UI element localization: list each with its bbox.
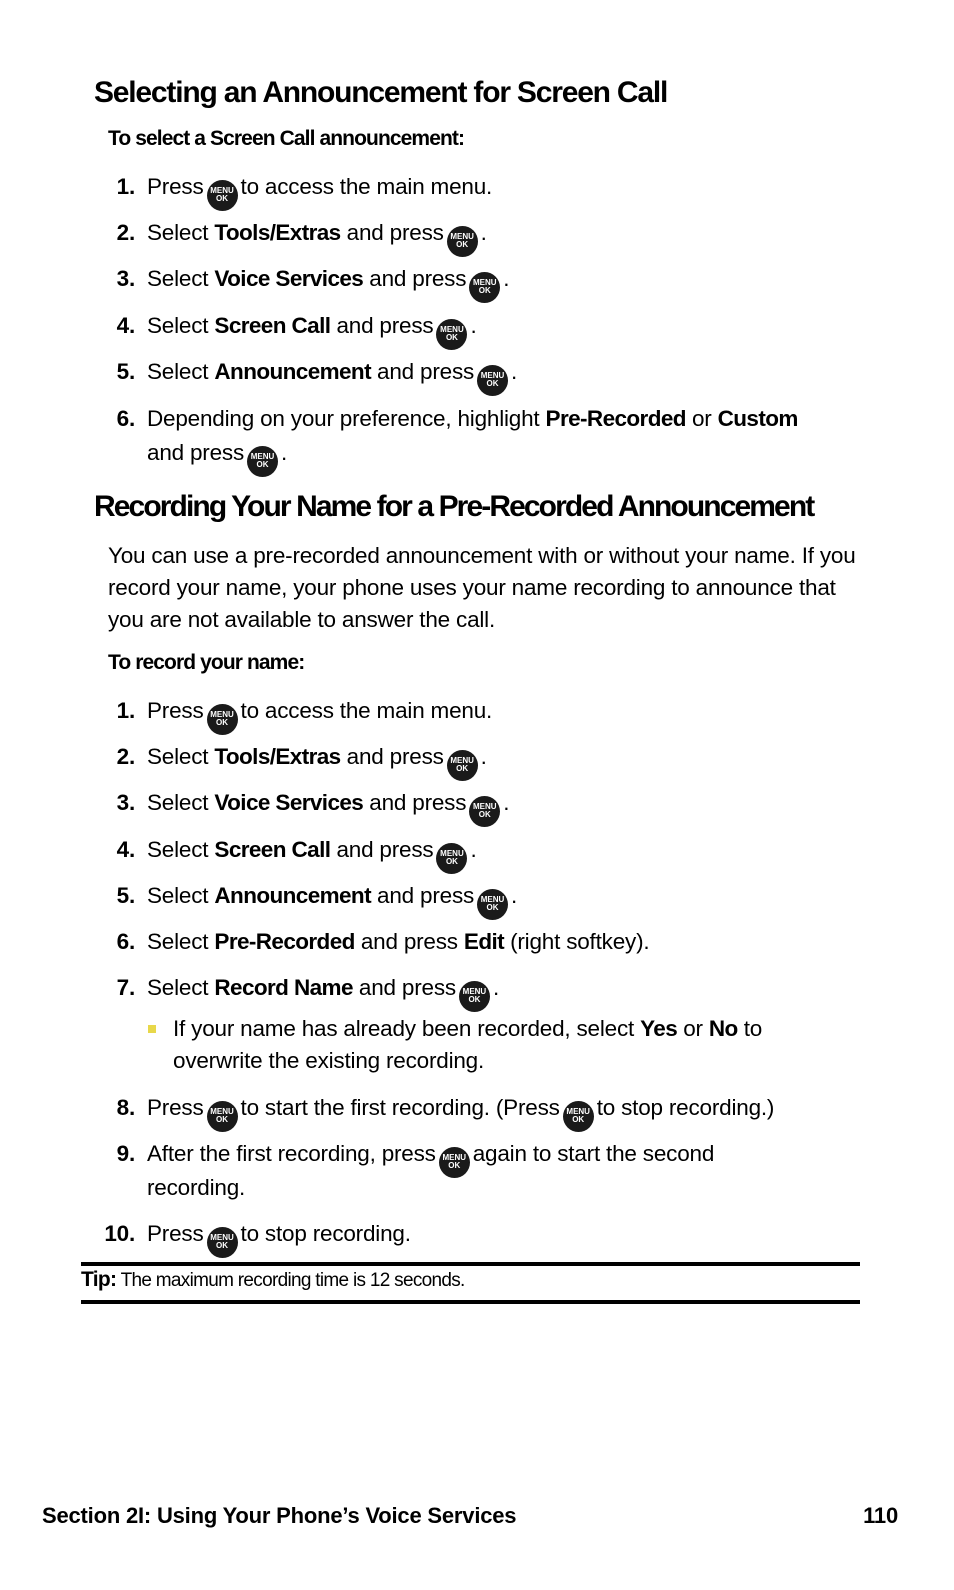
step: [80, 879, 860, 913]
menu-option: Tools/Extras: [214, 220, 341, 245]
menu-option: Screen Call: [214, 313, 331, 338]
step-text: and press: [377, 883, 475, 908]
intro-paragraph: You can use a pre-recorded announcement with or without your name. If you record your name, your phone uses your name recording to announce that you are not available to answer the call.: [108, 543, 856, 632]
footer-section: Section 2I: Using Your Phone’s Voice Services: [42, 1503, 517, 1528]
menu-option: Voice Services: [214, 790, 364, 815]
step-text: to stop recording.): [596, 1095, 775, 1120]
step-number: 3.: [116, 266, 135, 291]
menu-ok-key-icon: MENU OK: [447, 750, 478, 781]
step-text: and press: [336, 837, 434, 862]
tip: [81, 1268, 465, 1292]
step-text: and press: [358, 975, 456, 1000]
menu-option: Pre-Recorded: [214, 929, 355, 954]
step-number: 1.: [116, 698, 135, 723]
step-text: and press: [360, 929, 458, 954]
step-text: (right softkey).: [510, 929, 650, 954]
step-text: .: [480, 744, 487, 769]
section-title: Selecting an Announcement for Screen Call: [94, 76, 668, 109]
step-number: 5.: [116, 359, 135, 384]
subheading: To record your name:: [108, 651, 305, 674]
step-number: 7.: [116, 975, 135, 1000]
step-text: Select: [147, 313, 209, 338]
step-text: and press: [346, 744, 444, 769]
step-number: 1.: [116, 174, 135, 199]
step: [80, 786, 860, 820]
tip-label: Tip:: [81, 1268, 117, 1291]
step: [80, 1137, 860, 1205]
step-text: or: [691, 406, 712, 431]
step-number: 5.: [116, 883, 135, 908]
step: [80, 262, 860, 296]
step: [80, 402, 860, 470]
step-text: .: [503, 266, 510, 291]
step: [80, 1091, 860, 1125]
step-text: Select: [147, 975, 209, 1000]
step-text: and press: [336, 313, 434, 338]
menu-option: Screen Call: [214, 837, 331, 862]
step: [80, 694, 860, 728]
menu-ok-key-icon: MENU OK: [563, 1101, 594, 1132]
tip-text: The maximum recording time is 12 seconds.: [120, 1270, 465, 1291]
step-text: and press: [377, 359, 475, 384]
step-text: .: [503, 790, 510, 815]
menu-ok-key-icon: MENU OK: [459, 981, 490, 1012]
step-text: .: [480, 220, 487, 245]
tip-top-rule: [81, 1262, 860, 1266]
step: [80, 971, 860, 1005]
step-text: to start the first recording. (Press: [240, 1095, 560, 1120]
step-text: After the first recording, press: [147, 1141, 436, 1166]
menu-ok-key-icon: MENU OK: [469, 272, 500, 303]
step-text: to access the main menu.: [240, 698, 493, 723]
step-text: Press: [147, 1221, 204, 1246]
step-text: Select: [147, 837, 209, 862]
menu-option: Custom: [717, 406, 798, 431]
step: [80, 1217, 860, 1251]
menu-option: Record Name: [214, 975, 353, 1000]
menu-option: Tools/Extras: [214, 744, 341, 769]
menu-ok-key-icon: MENU OK: [247, 446, 278, 477]
step-text: Press: [147, 698, 204, 723]
step-text: again to start the second: [472, 1141, 715, 1166]
step: [80, 833, 860, 867]
tip-bottom-rule: [81, 1300, 860, 1304]
menu-ok-key-icon: MENU OK: [436, 843, 467, 874]
menu-ok-key-icon: MENU OK: [207, 180, 238, 211]
step-number: 4.: [116, 313, 135, 338]
step: [80, 740, 860, 774]
step-number: 2.: [116, 220, 135, 245]
step-text: Select: [147, 744, 209, 769]
menu-ok-key-icon: MENU OK: [469, 796, 500, 827]
step-text: .: [470, 313, 477, 338]
step-text: Select: [147, 790, 209, 815]
step-text: Press: [147, 174, 204, 199]
menu-option: Pre-Recorded: [545, 406, 686, 431]
step-number: 8.: [116, 1095, 135, 1120]
step-number: 3.: [116, 790, 135, 815]
page-number: 110: [863, 1503, 898, 1528]
step-text: and press: [346, 220, 444, 245]
step-text: Select: [147, 883, 209, 908]
step: [80, 355, 860, 389]
step-text: Depending on your preference, highlight: [147, 406, 540, 431]
step-number: 10.: [104, 1221, 135, 1246]
step-number: 4.: [116, 837, 135, 862]
step-text: Select: [147, 266, 209, 291]
step-text: .: [511, 883, 518, 908]
step: [80, 925, 860, 959]
bullet-item: If your name has already been recorded, select Yes or No to overwrite the existing recording.: [173, 1016, 763, 1073]
menu-ok-key-icon: MENU OK: [207, 1101, 238, 1132]
step: [80, 216, 860, 250]
step-text: to stop recording.: [240, 1221, 411, 1246]
step-text: and press: [369, 790, 467, 815]
menu-option: Announcement: [214, 359, 371, 384]
menu-ok-key-icon: MENU OK: [207, 1227, 238, 1258]
step-number: 2.: [116, 744, 135, 769]
step-text: Select: [147, 359, 209, 384]
menu-ok-key-icon: MENU OK: [477, 889, 508, 920]
step: [80, 170, 860, 204]
step-text: and press: [369, 266, 467, 291]
step-text: Select: [147, 929, 209, 954]
step-text: Select: [147, 220, 209, 245]
menu-ok-key-icon: MENU OK: [447, 226, 478, 257]
step-text: to access the main menu.: [240, 174, 493, 199]
step-text: and press: [147, 440, 245, 465]
bullet-icon: [148, 1025, 156, 1033]
subheading: To select a Screen Call announcement:: [108, 127, 465, 150]
step-text: .: [470, 837, 477, 862]
step-text: recording.: [147, 1175, 246, 1200]
menu-ok-key-icon: MENU OK: [477, 365, 508, 396]
step-text: .: [281, 440, 288, 465]
step-number: 6.: [116, 929, 135, 954]
section-title: Recording Your Name for a Pre-Recorded Announcement: [94, 490, 814, 523]
menu-ok-key-icon: MENU OK: [439, 1147, 470, 1178]
step-text: Press: [147, 1095, 204, 1120]
menu-ok-key-icon: MENU OK: [207, 704, 238, 735]
step: [80, 309, 860, 343]
step-number: 6.: [116, 406, 135, 431]
step-number: 9.: [116, 1141, 135, 1166]
menu-ok-key-icon: MENU OK: [436, 319, 467, 350]
step-text: .: [492, 975, 499, 1000]
softkey-label: Edit: [463, 929, 505, 954]
menu-option: Voice Services: [214, 266, 364, 291]
menu-option: Announcement: [214, 883, 371, 908]
step-text: .: [511, 359, 518, 384]
